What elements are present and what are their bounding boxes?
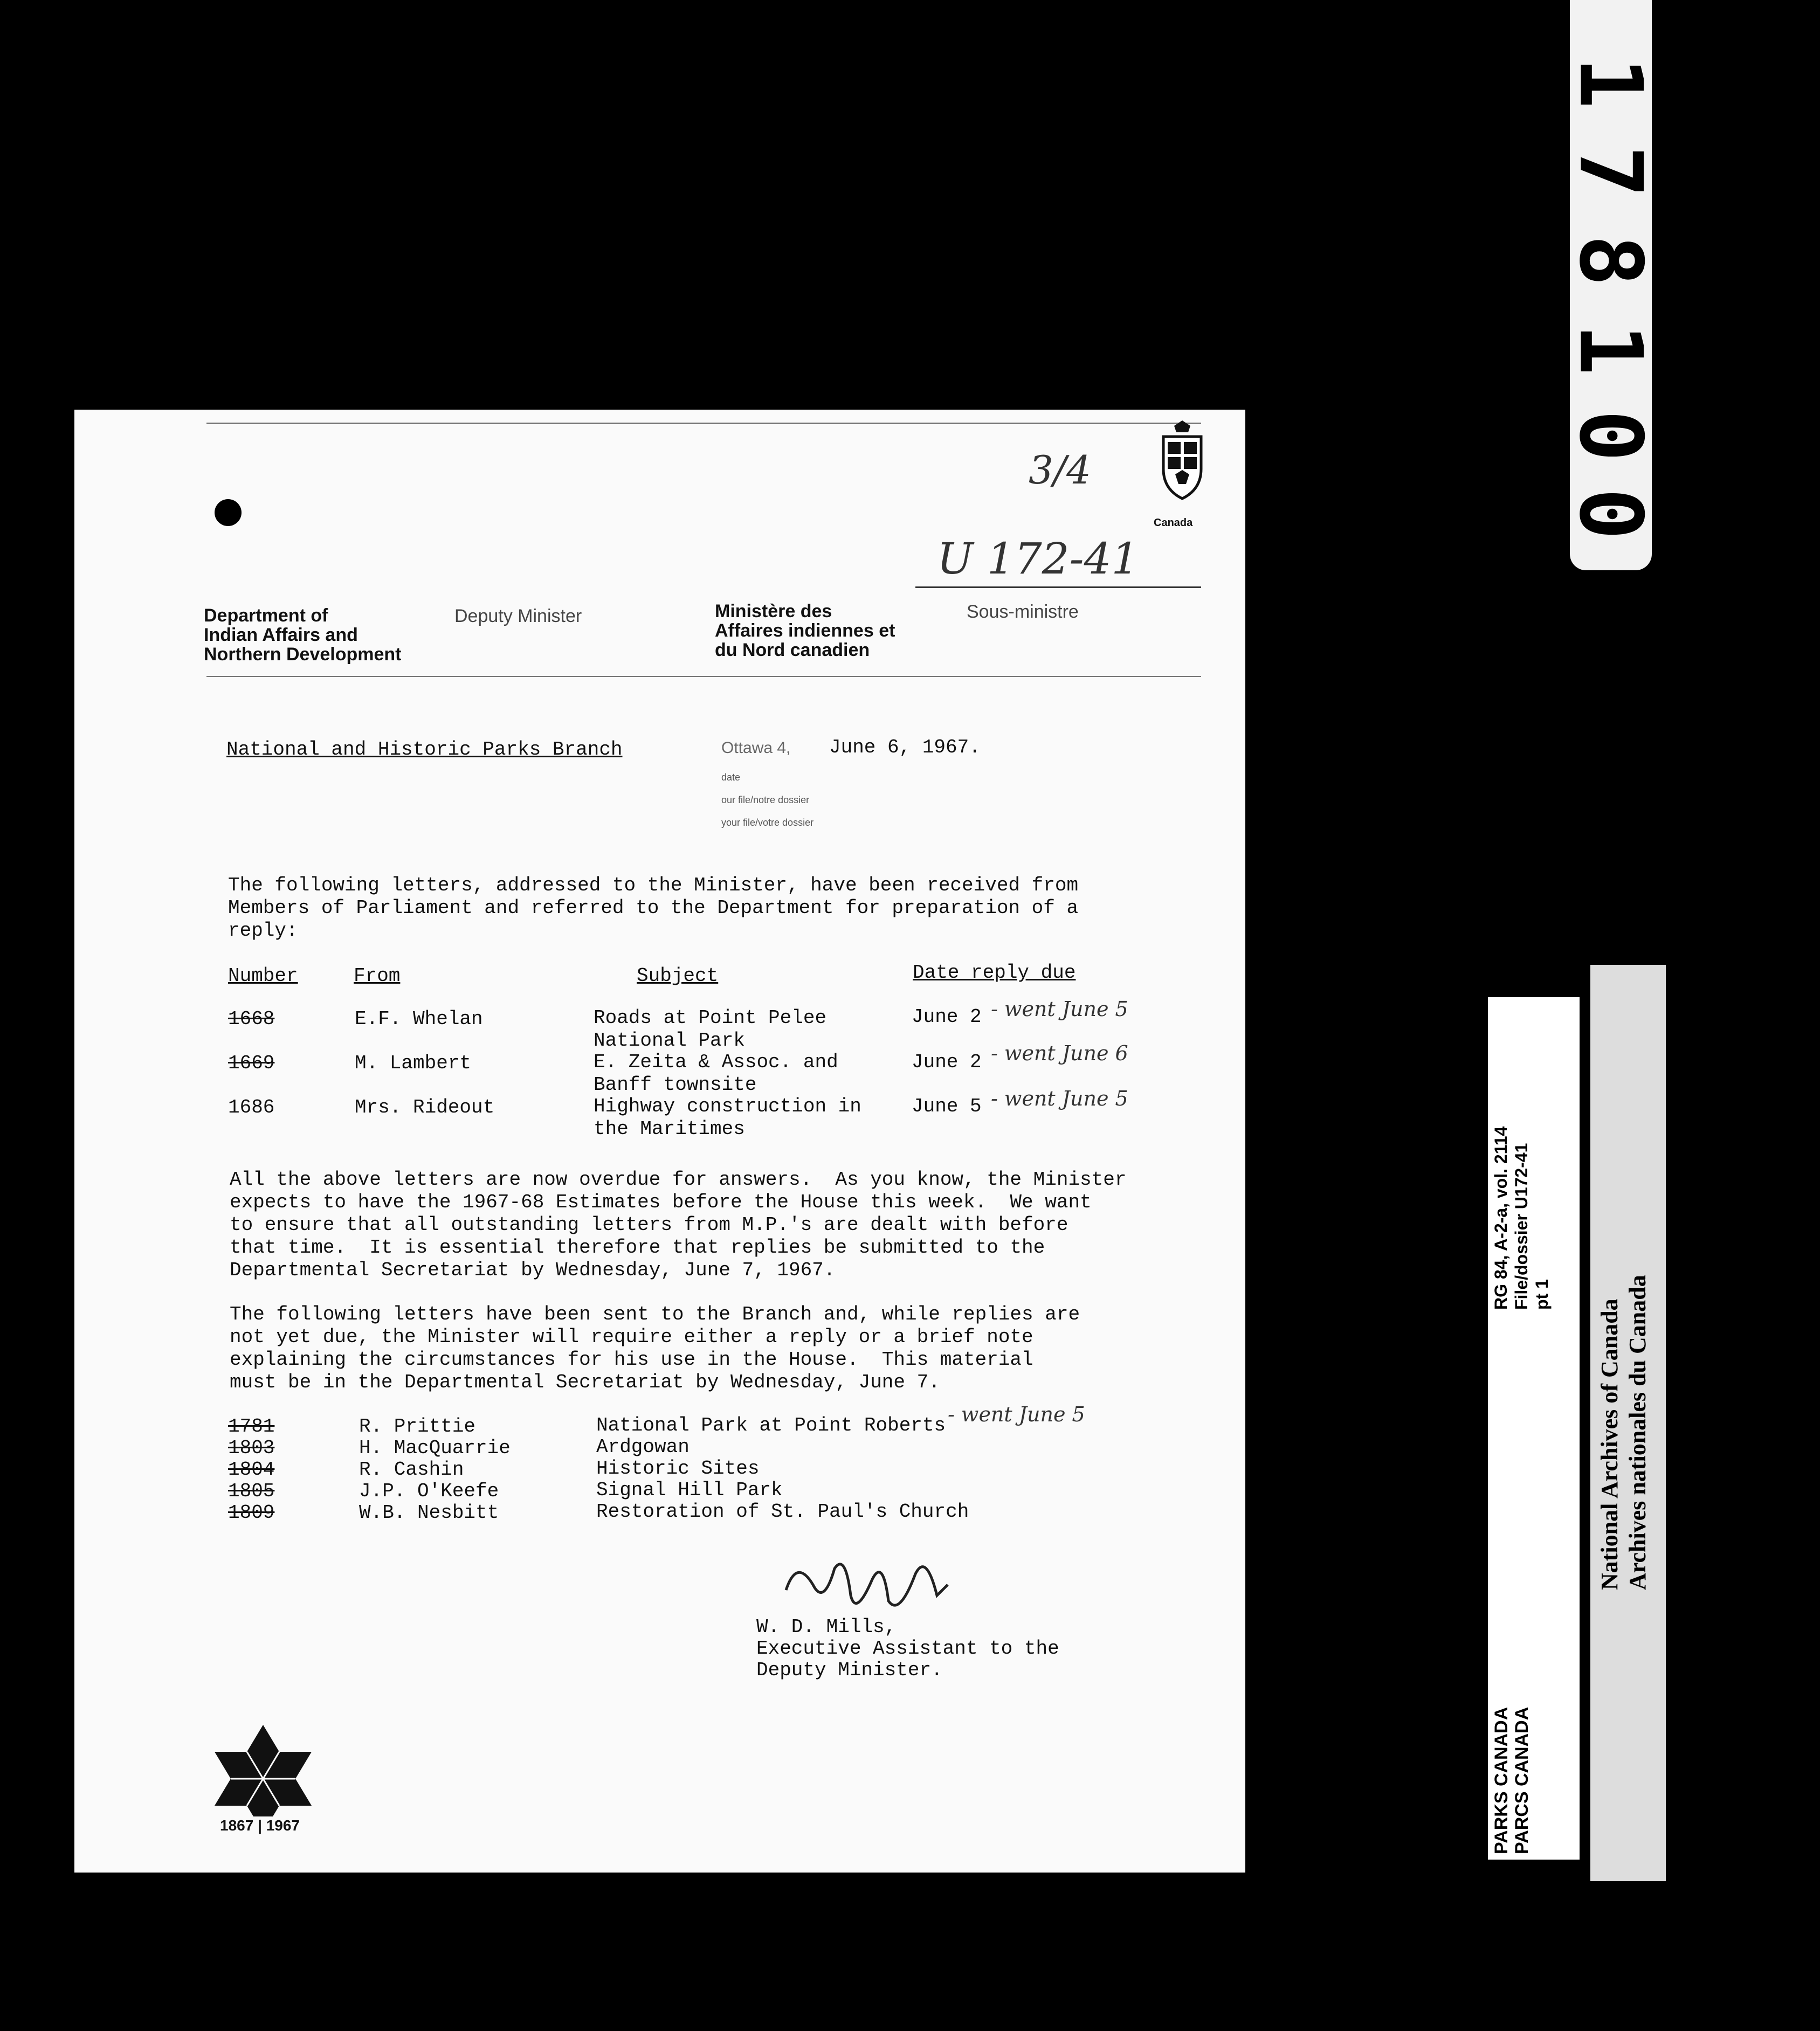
table-row-subject: National Park at Point Roberts	[596, 1414, 946, 1436]
hole-punch	[215, 499, 242, 526]
canada-wordmark: Canada	[1154, 517, 1193, 529]
frame-digit: 0	[1560, 410, 1662, 462]
overdue-paragraph: All the above letters are now overdue for answers. As you know, the Minister expects to have the 1967-68 Estimates before the House this week. We want to ensure that all outstanding letters from M.P.'s are dealt with before that time. It is essential therefore that replies be submitted to the Departmental Secretariat by Wednesday, June 7, 1967.	[230, 1169, 1127, 1281]
signature-title: Executive Assistant to the	[756, 1638, 1059, 1660]
table-row-subject: Highway construction in the Maritimes	[594, 1095, 861, 1140]
handwritten-note: - went June 6	[991, 1041, 1128, 1065]
dept-fr-line: Ministère des	[715, 601, 832, 621]
office-fr: Sous-ministre	[967, 602, 1079, 622]
handwritten-folio: 3/4	[1029, 447, 1091, 493]
archives-fr: Archives nationales du Canada	[1624, 1275, 1651, 1590]
signature-name: W. D. Mills,	[756, 1616, 897, 1638]
our-file-label: our file/notre dossier	[721, 795, 810, 805]
table-row-from: Mrs. Rideout	[355, 1096, 495, 1118]
your-file-label: your file/votre dossier	[721, 817, 814, 828]
handwritten-note: - went June 5	[948, 1403, 1085, 1426]
date-label: date	[721, 772, 741, 783]
table-row-subject: Signal Hill Park	[596, 1479, 783, 1501]
table-row-number: 1804	[228, 1459, 275, 1481]
column-header-from: From	[354, 965, 401, 987]
handwritten-note: - went June 5	[991, 997, 1128, 1021]
table-row-subject: Restoration of St. Paul's Church	[596, 1501, 969, 1523]
table-row-subject: Ardgowan	[596, 1436, 690, 1458]
place-label: Ottawa 4,	[721, 739, 791, 757]
table-row-subject: E. Zeita & Assoc. and Banff townsite	[594, 1051, 838, 1096]
table-row-number: 1809	[228, 1502, 275, 1524]
parcs-canada-label: PARCS CANADA	[1512, 1707, 1532, 1854]
frame-digit: 0	[1560, 488, 1662, 540]
handwritten-note: - went June 5	[991, 1087, 1128, 1110]
national-archives-band	[1590, 965, 1666, 1881]
centennial-symbol-icon	[215, 1725, 312, 1816]
department-name-en	[204, 606, 402, 664]
part-ref: pt 1	[1532, 1279, 1552, 1310]
header-rule	[719, 423, 1201, 424]
table-row-from: W.B. Nesbitt	[359, 1502, 499, 1524]
handwritten-underline	[915, 586, 1201, 588]
department-name-fr	[715, 602, 895, 660]
header-rule	[206, 423, 767, 424]
table-row-number: 1805	[228, 1480, 275, 1502]
table-row-number: 1803	[228, 1437, 275, 1459]
frame-digit: 1	[1560, 57, 1662, 109]
table-row-number: 1668	[228, 1008, 275, 1030]
table-row-from: E.F. Whelan	[355, 1008, 483, 1030]
frame-digit: 1	[1560, 323, 1662, 376]
table-row-number: 1669	[228, 1052, 275, 1074]
pending-paragraph: The following letters have been sent to the Branch and, while replies are not yet due, the Minister will require either a reply or a brief note explaining the circumstances for his use in the House. This material must be in the Departmental Secretariat by Wednesday, June 7.	[230, 1303, 1080, 1393]
signature-title: Deputy Minister.	[756, 1659, 943, 1681]
memo-date: June 6, 1967.	[829, 736, 981, 758]
centennial-years: 1867 | 1967	[220, 1817, 300, 1834]
file-ref: File/dossier U172-41	[1512, 1143, 1531, 1310]
dept-en-line: Department of	[204, 605, 328, 626]
header-rule	[206, 676, 767, 677]
dept-fr-line: du Nord canadien	[715, 640, 870, 661]
table-row-from: R. Cashin	[359, 1459, 464, 1481]
handwritten-file-ref: U 172-41	[937, 534, 1139, 584]
addressee: National and Historic Parks Branch	[226, 738, 623, 761]
column-header-subject: Subject	[637, 965, 719, 987]
table-row-subject: Roads at Point Pelee National Park	[594, 1007, 827, 1052]
office-en: Deputy Minister	[454, 606, 582, 626]
table-row-due: June 5	[912, 1095, 982, 1117]
table-row-due: June 2	[912, 1051, 982, 1073]
table-row-number: 1781	[228, 1415, 275, 1438]
film-frame-number-strip	[1560, 0, 1662, 570]
column-header-due: Date reply due	[913, 962, 1076, 984]
record-group-ref: RG 84, A-2-a, vol. 2114	[1491, 1126, 1511, 1310]
dept-en-line: Indian Affairs and	[204, 625, 358, 646]
dept-en-line: Northern Development	[204, 644, 402, 665]
intro-paragraph: The following letters, addressed to the Minister, have been received from Members of Parliament and referred to the Department for preparation of a reply:	[228, 874, 1079, 942]
archives-en: National Archives of Canada	[1596, 1298, 1623, 1590]
coat-of-arms-icon	[1153, 420, 1212, 501]
archive-reference-label	[1488, 997, 1580, 1860]
table-row-number: 1686	[228, 1096, 275, 1118]
header-rule	[719, 676, 1201, 677]
table-row-from: R. Prittie	[359, 1415, 476, 1438]
frame-digit: 7	[1560, 146, 1662, 198]
table-row-due: June 2	[912, 1006, 982, 1028]
table-row-from: J.P. O'Keefe	[359, 1480, 499, 1502]
table-row-subject: Historic Sites	[596, 1457, 760, 1480]
memo-page	[74, 410, 1245, 1873]
table-row-from: M. Lambert	[355, 1052, 472, 1074]
frame-digit: 8	[1560, 234, 1662, 287]
column-header-number: Number	[228, 965, 298, 987]
parks-canada-label: PARKS CANADA	[1491, 1707, 1512, 1854]
dept-fr-line: Affaires indiennes et	[715, 620, 895, 641]
table-row-from: H. MacQuarrie	[359, 1437, 511, 1459]
